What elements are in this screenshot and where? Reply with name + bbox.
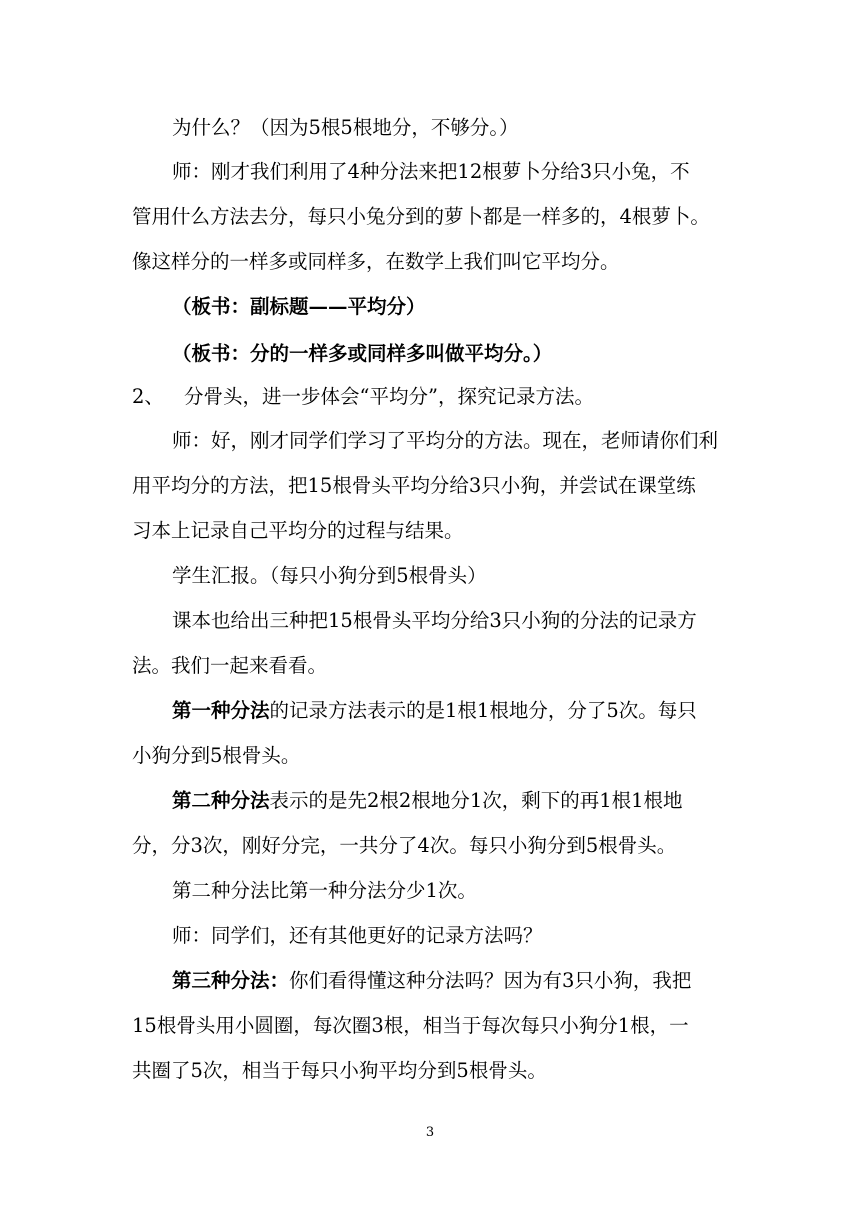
text-line: 学生汇报。（每只小狗分到5根骨头） [172,564,487,587]
text-line: 师：同学们，还有其他更好的记录方法吗？ [172,924,543,947]
section-number: 2、 [132,385,164,408]
section-heading [132,383,732,411]
text-line: 共圈了5次，相当于每只小狗平均分到5根骨头。 [132,1059,547,1082]
section-title: 分骨头，进一步体会“平均分”，探究记录方法。 [184,385,594,408]
text-line [172,967,732,995]
method-text: 你们看得懂这种分法吗？因为有3只小狗，我把 [289,969,692,992]
text-line: 像这样分的一样多或同样多，在数学上我们叫它平均分。 [132,250,620,273]
blackboard-note: （板书：分的一样多或同样多叫做平均分。） [172,342,553,365]
text-line: 小狗分到5根骨头。 [132,744,301,767]
text-line [172,697,732,725]
text-line: 用平均分的方法，把15根骨头平均分给3只小狗，并尝试在课堂练 [132,474,696,497]
text-line: 管用什么方法去分，每只小兔分到的萝卜都是一样多的，4根萝卜。 [132,205,710,228]
method-label: 第一种分法 [172,699,270,722]
page-number: 3 [425,1125,435,1140]
method-text: 的记录方法表示的是1根1根地分，分了5次。每只 [269,699,697,722]
text-line: 分，分3次，刚好分完，一共分了4次。每只小狗分到5根骨头。 [132,834,677,857]
text-line: 师：好，刚才同学们学习了平均分的方法。现在，老师请你们利 [172,429,719,452]
blackboard-note: （板书：副标题——平均分） [172,295,426,318]
text-line: 第二种分法比第一种分法分少1次。 [172,879,477,902]
method-label: 第二种分法 [172,789,270,812]
text-line: 师：刚才我们利用了4种分法来把12根萝卜分给3只小兔，不 [172,160,690,183]
text-line [172,787,732,815]
text-line: 15根骨头用小圆圈，每次圈3根，相当于每次每只小狗分1根，一 [132,1014,689,1037]
text-line: 法。我们一起来看看。 [132,654,328,677]
text-line: 课本也给出三种把15根骨头平均分给3只小狗的分法的记录方 [172,609,697,632]
text-line: 为什么？（因为5根5根地分，不够分。） [172,116,519,139]
text-line: 习本上记录自己平均分的过程与结果。 [132,519,464,542]
method-text: 表示的是先2根2根地分1次，剩下的再1根1根地 [269,789,683,812]
method-label: 第三种分法： [172,969,290,992]
